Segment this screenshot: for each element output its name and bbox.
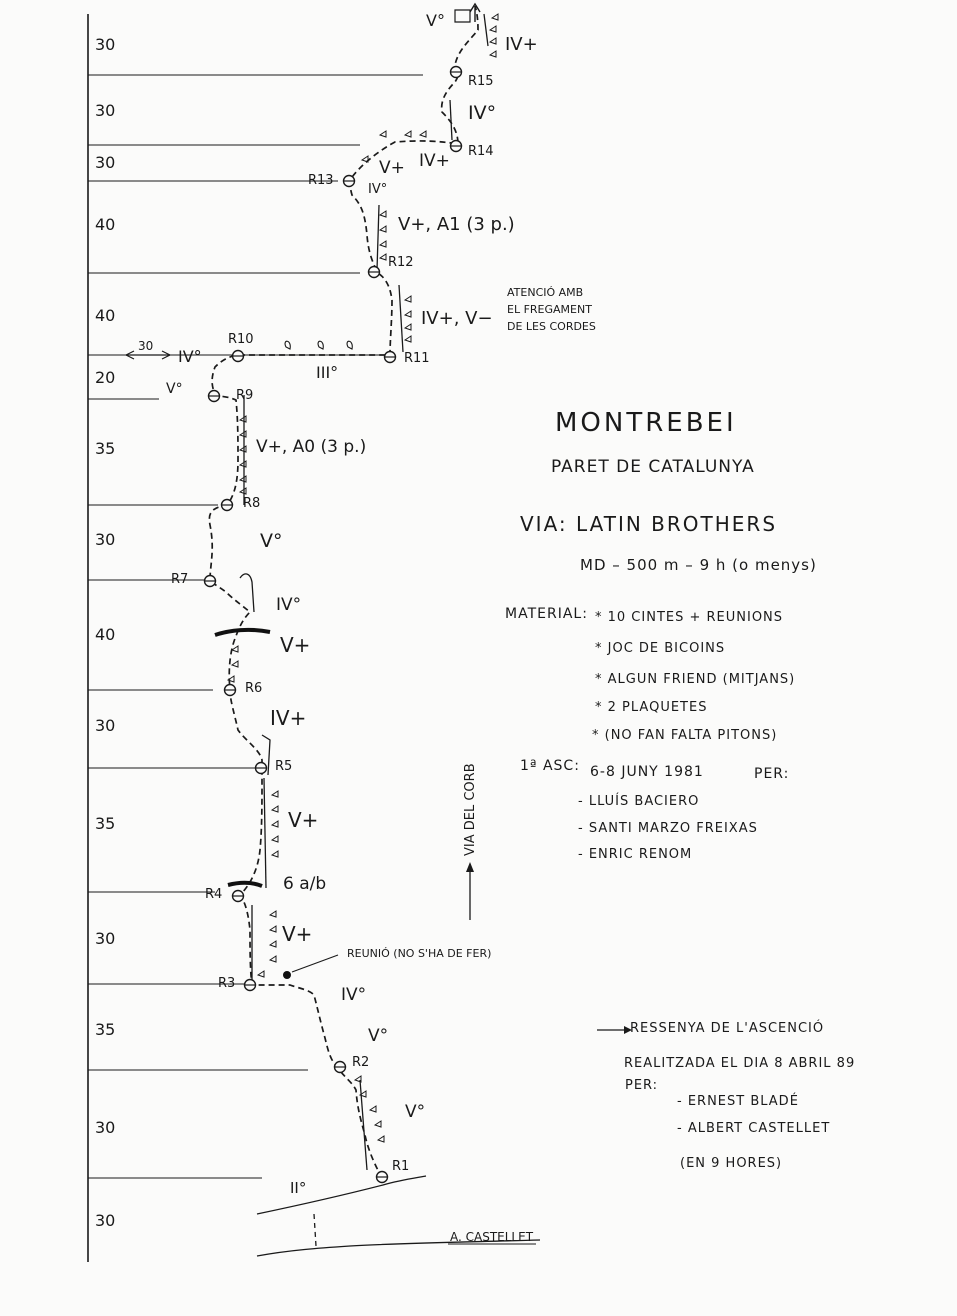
belay-label: R14 (468, 144, 494, 159)
belay-label: R6 (245, 681, 263, 696)
grade-label: II° (290, 1179, 307, 1197)
grade-label: IV+ (505, 34, 538, 55)
grade-label: V+ (379, 158, 405, 178)
warning-note: EL FREGAMENT (507, 303, 592, 316)
grade-label: V° (368, 1026, 389, 1046)
belay-label: R4 (205, 887, 223, 902)
bolt-mark (380, 254, 386, 260)
bolt-mark (240, 416, 246, 422)
first-ascent-date: 6-8 JUNY 1981 (590, 764, 704, 780)
bolt-mark (405, 131, 411, 137)
report-line: PER: (625, 1078, 659, 1093)
pitch-length-label: 40 (95, 215, 116, 234)
belay-label: R1 (392, 1159, 410, 1174)
extra-belay-dot (283, 971, 291, 979)
traverse-grade-label: IV° (178, 347, 202, 366)
grade-label: V+ (282, 922, 313, 946)
bolt-mark (240, 488, 246, 494)
warning-note: ATENCIÓ AMB (507, 286, 584, 299)
neighbour-route-arrowhead (466, 862, 474, 872)
bolt-mark (380, 131, 386, 137)
belay-label: R15 (468, 74, 494, 89)
grade-label: 6 a/b (283, 874, 327, 894)
crack-line (399, 285, 403, 352)
belay-label: R9 (236, 388, 254, 403)
pitch-length-label: 30 (95, 101, 116, 120)
roof-overhang (228, 883, 262, 886)
bolt-mark (258, 971, 264, 977)
bolt-mark (405, 336, 411, 342)
grade-label: IV° (341, 985, 367, 1005)
material-item: * (NO FAN FALTA PITONS) (592, 728, 778, 743)
belay-label: R12 (388, 255, 414, 270)
bolt-mark (375, 1121, 381, 1127)
bolt-mark (240, 476, 246, 482)
approach-path (314, 1214, 316, 1246)
first-ascent-per: PER: (754, 766, 790, 782)
grade-label: IV+ (270, 706, 307, 730)
bolt-mark (270, 956, 276, 962)
bolt-mark (490, 38, 496, 44)
belay-label: R11 (404, 351, 430, 366)
bolt-mark (490, 26, 496, 32)
pitch-scale (88, 14, 426, 1262)
crag-title: MONTREBEI (555, 408, 737, 438)
bolt-mark (405, 296, 411, 302)
summit-box (455, 10, 470, 22)
grade-label: V+, A1 (3 p.) (398, 214, 515, 235)
belay-label: R2 (352, 1055, 370, 1070)
crack-line (377, 205, 379, 270)
crack-line (450, 100, 452, 140)
flake-outline (240, 574, 254, 612)
bolt-mark (272, 821, 278, 827)
grade-label: IV° (368, 182, 388, 197)
ledge-line (257, 1176, 426, 1214)
bolt-mark (380, 211, 386, 217)
bolt-mark (232, 661, 238, 667)
grade-label: III° (316, 363, 339, 382)
report-line: RESSENYA DE L'ASCENCIÓ (630, 1021, 825, 1036)
extra-belay-arrow (292, 955, 338, 972)
bolt-mark (240, 431, 246, 437)
bolt-mark (270, 911, 276, 917)
first-ascent-climber: - SANTI MARZO FREIXAS (578, 821, 758, 836)
bolt-mark (240, 446, 246, 452)
bolt-mark (272, 851, 278, 857)
bolt-mark (272, 836, 278, 842)
pitch-length-label: 30 (95, 35, 116, 54)
bolt-mark (378, 1136, 384, 1142)
summit-arrow (470, 4, 480, 22)
bolt-mark (370, 1106, 376, 1112)
bolt-mark (490, 51, 496, 57)
belay-label: R10 (228, 332, 254, 347)
crack-line (484, 14, 488, 46)
first-ascent-label: 1ª ASC: (520, 758, 580, 774)
roof-overhang (215, 630, 270, 635)
pitch-length-label: 35 (95, 1020, 116, 1039)
pitch-length-label: 20 (95, 368, 116, 387)
pitch-length-label: 30 (95, 153, 116, 172)
grade-label: V+ (288, 808, 319, 832)
bolt-mark (270, 941, 276, 947)
bolt-mark (232, 646, 238, 652)
pitch-length-label: 40 (95, 306, 116, 325)
pitch-grades (166, 11, 538, 1197)
wall-name: PARET DE CATALUNYA (551, 457, 755, 477)
first-ascent-climber: - ENRIC RENOM (578, 847, 693, 862)
belay-label: R3 (218, 976, 236, 991)
bolt-mark (405, 324, 411, 330)
bolt-mark (405, 311, 411, 317)
bolt-mark (420, 131, 426, 137)
belay-label: R13 (308, 173, 334, 188)
grade-label: IV+, V− (421, 308, 493, 329)
bolt-mark (240, 461, 246, 467)
grade-label: V° (426, 11, 445, 30)
traverse-bolt (318, 341, 323, 349)
first-ascent-climber: - LLUÍS BACIERO (578, 794, 700, 809)
belay-label: R7 (171, 572, 189, 587)
signature: A. CASTELLET (450, 1230, 534, 1244)
neighbour-route-label: VIA DEL CORB (463, 763, 478, 856)
pitch-length-label: 40 (95, 625, 116, 644)
grade-label: V+, A0 (3 p.) (256, 437, 367, 457)
grade-label: V° (405, 1102, 426, 1122)
bolt-mark (492, 14, 498, 20)
traverse-bolt (285, 341, 290, 349)
crack-line (264, 778, 266, 888)
grade-label: IV° (468, 102, 497, 124)
material-item: * JOC DE BICOINS (595, 641, 726, 656)
route-name: VIA: LATIN BROTHERS (520, 512, 778, 536)
material-item: * ALGUN FRIEND (MITJANS) (595, 672, 796, 687)
material-item: * 2 PLAQUETES (595, 700, 708, 715)
grade-label: IV° (276, 595, 302, 615)
material-label: MATERIAL: (505, 606, 588, 622)
bolt-mark (272, 806, 278, 812)
bolt-mark (272, 791, 278, 797)
belay-label: R8 (243, 496, 261, 511)
pitch-length-label: 30 (95, 1118, 116, 1137)
traverse-bolt (347, 341, 352, 349)
report-time: (EN 9 HORES) (680, 1156, 783, 1171)
bolt-mark (380, 226, 386, 232)
route-summary: MD – 500 m – 9 h (o menys) (580, 556, 817, 574)
belay-label: R5 (275, 759, 293, 774)
report-climber: - ERNEST BLADÉ (677, 1094, 799, 1109)
grade-label: V° (260, 530, 283, 552)
extra-belay-note: REUNIÓ (NO S'HA DE FER) (347, 947, 492, 960)
grade-label: V° (166, 381, 183, 397)
report-line: REALITZADA EL DIA 8 ABRIL 89 (624, 1056, 856, 1071)
bolt-marks (228, 14, 498, 1142)
pitch-length-label: 30 (95, 530, 116, 549)
pitch-length-label: 30 (95, 716, 116, 735)
bolt-mark (380, 241, 386, 247)
pitch-length-label: 35 (95, 814, 116, 833)
report-climber: - ALBERT CASTELLET (677, 1121, 831, 1136)
pitch-length-label: 35 (95, 439, 116, 458)
grade-label: IV+ (419, 151, 450, 171)
bolt-mark (270, 926, 276, 932)
material-item: * 10 CINTES + REUNIONS (595, 610, 784, 625)
pitch-length-label: 30 (95, 1211, 116, 1230)
traverse-length-label: 30 (138, 339, 154, 353)
warning-note: DE LES CORDES (507, 320, 596, 333)
pitch-length-label: 30 (95, 929, 116, 948)
grade-label: V+ (280, 633, 311, 657)
